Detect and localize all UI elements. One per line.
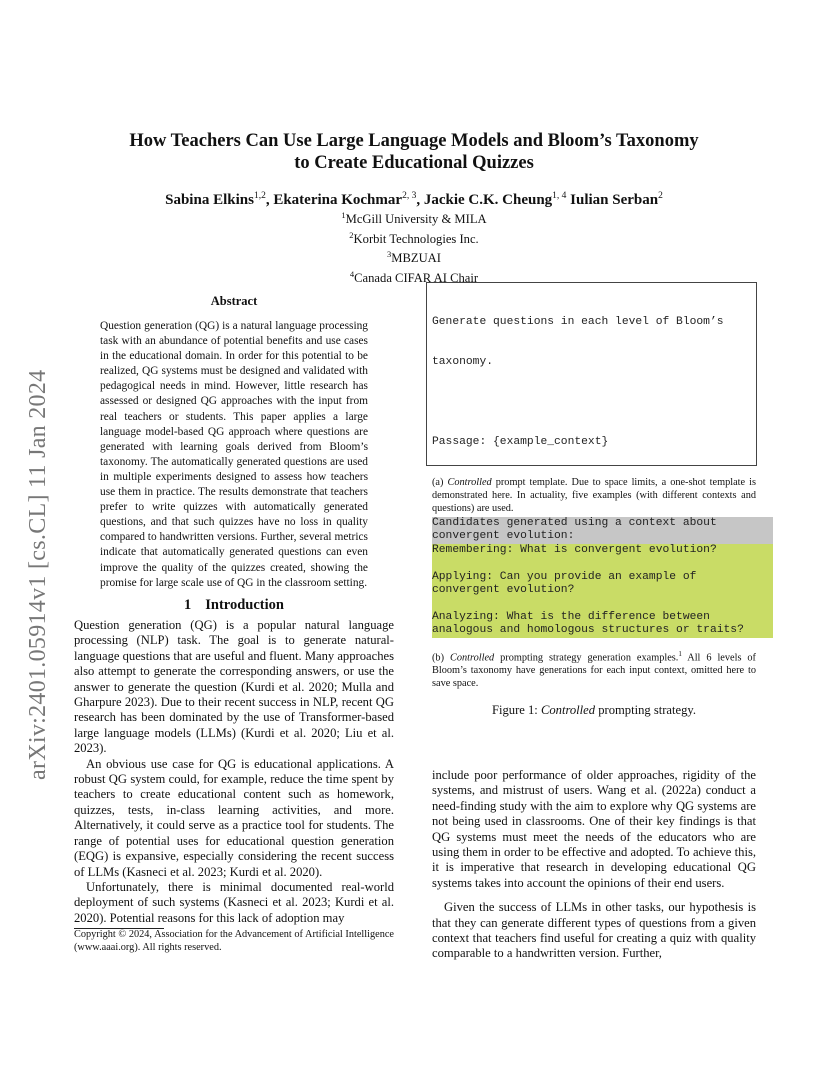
affiliation-sup: 3 [387,249,392,260]
candidate-examples [432,517,773,638]
affiliation-text: Korbit Technologies Inc. [353,231,479,246]
affiliation-sup: 4 [349,268,355,279]
author-list [74,186,754,210]
paper-title [74,130,754,174]
subfigure-caption-b [432,648,756,690]
caption-italic: Controlled [447,477,492,488]
affiliation-text: MBZUAI [391,251,441,266]
affiliation-text: McGill University & MILA [345,212,487,227]
figure-caption [432,703,756,718]
author-sep: , [265,192,274,208]
caption-label: (b) [432,652,450,664]
prompt-line: Passage: {example_context} [432,436,609,449]
intro-text [74,618,394,926]
affiliation [74,208,754,228]
paragraph: An obvious use case for QG is educational applications. A robust QG system could, for example, reduce the time spent by teachers to create educational content such as homework, quizzes, tests, in-class learning activities, and more. Alternatively, it could serve as a practice tool for students. The range of potential uses for educational question generation (EQG) is expansive, especially considering the recent success of LLMs (Kasneci et al. 2023; Kurdi et al. 2020). [74,756,394,879]
author-name: Sabina Elkins [165,192,254,208]
paragraph: include poor performance of older approaches, rigidity of the systems, and mistrust of users. Wang et al. (2022a) conduct a need-finding study with the aim to explore why QG systems are not being used in classrooms. One of their key findings is that QG systems must meet the needs of the educators who are using them in order to be effective and adopted. To achieve this, it is imperative that research in developing educational QG systems takes into account the opinions of their end users. [432,768,756,890]
caption-italic: Controlled [449,652,495,664]
section-title: Introduction [205,597,284,613]
caption-italic: Controlled [540,703,596,717]
caption-text: prompting strategy. [595,703,697,717]
author-name: Jackie C.K. Cheung [423,192,553,208]
footnote-marker: 1 [678,650,682,658]
author-name: Iulian Serban [570,192,659,208]
prompt-line: taxonomy. [432,356,494,369]
copyright-footnote: Copyright © 2024, Association for the Advancement of Artificial Intelligence (www.aaai.org). All rights reserved. [74,929,394,953]
affiliations [74,208,754,286]
prompt-line [432,396,751,409]
candidates-header: Candidates generated using a context about convergent evolution: [432,517,773,544]
caption-text: prompting strategy generation examples. [494,652,679,664]
affiliation-sup: 2 [349,229,354,240]
title-line-1: How Teachers Can Use Large Language Models and Bloom’s Taxonomy [129,131,699,151]
affiliation [74,228,754,248]
author-sup: 2, 3 [402,191,417,201]
author-name: Ekaterina Kochmar [273,192,403,208]
title-line-2: to Create Educational Quizzes [294,153,534,173]
affiliation-sup: 1 [341,210,346,220]
paragraph: Question generation (QG) is a popular natural language processing (NLP) task. The goal is to generate natural-language questions that are useful and fluent. Many approaches also attempt to generate the corresponding answers, or use the answer to generate the question (Kurdi et al. 2020; Mulla and Gharpure 2023). Due to their recent success in NLP, recent QG research has been dominated by the use of Transformer-based large language models (LLMs) (Kurdi et al. 2020; Liu et al. 2023). [74,618,394,756]
affiliation [74,247,754,267]
arxiv-identifier: arXiv:2401.05914v1 [cs.CL] 11 Jan 2024 [25,369,51,780]
caption-text: prompt template. Due to space limits, a one-shot template is demonstrated here. In actuality, five examples (with different contexts and questions) are used. [432,477,756,514]
caption-text: All 6 levels of Bloom’s taxonomy have generations for each input context, omitted here to save space. [432,652,756,690]
candidates-body: Remembering: What is convergent evolution? Applying: Can you provide an example of convergent evolution? Analyzing: What is the difference between analogous and homologous structures or traits? [432,544,773,638]
author-sup: 1, 4 [552,191,567,201]
abstract-heading: Abstract [210,294,258,308]
author-sep: , [416,192,424,208]
abstract-body: Question generation (QG) is a natural language processing task with an abundance of potential benefits and use cases in the educational domain. In order for this potential to be realized, QG systems must be designed and validated with pedagogical needs in mind. However, little research has assessed or designed QG approaches with the input from real teachers or students. This paper applies a large language model-based QG approach where questions are generated with learning goals derived from Bloom’s taxonomy. The automatically generated questions are used in multiple experiments designed to assess how teachers use them in practice. The results demonstrate that teachers prefer to write quizzes with automatically generated questions, and that such quizzes have no loss in quality compared to handwritten versions. Further, several metrics indicate that automatically generated questions can even improve the quality of the quizzes created, showing the promise for large scale use of QG in the classroom setting. [100,320,368,589]
prompt-template-box [426,282,757,466]
paragraph: Given the success of LLMs in other tasks, our hypothesis is that they can generate different types of questions from a given context that teachers find useful for creating a quiz with quality comparable to a handwritten version. Further, [432,900,756,961]
author-sup: 1,2 [253,191,266,201]
subfigure-caption-a [432,476,756,515]
section-number: 1 [184,597,192,613]
author-sup: 2 [658,191,663,201]
prompt-line: Generate questions in each level of Bloom’s [432,315,724,328]
section-heading [74,597,394,614]
affiliation-text: Canada CIFAR AI Chair [354,270,479,285]
right-column-text [432,768,756,962]
caption-label: Figure 1: [491,703,541,717]
paragraph: Unfortunately, there is minimal documented real-world deployment of such systems (Kasneci et al. 2023; Kurdi et al. 2020). Potential reasons for this lack of adoption may [74,879,394,925]
caption-label: (a) [432,477,448,488]
